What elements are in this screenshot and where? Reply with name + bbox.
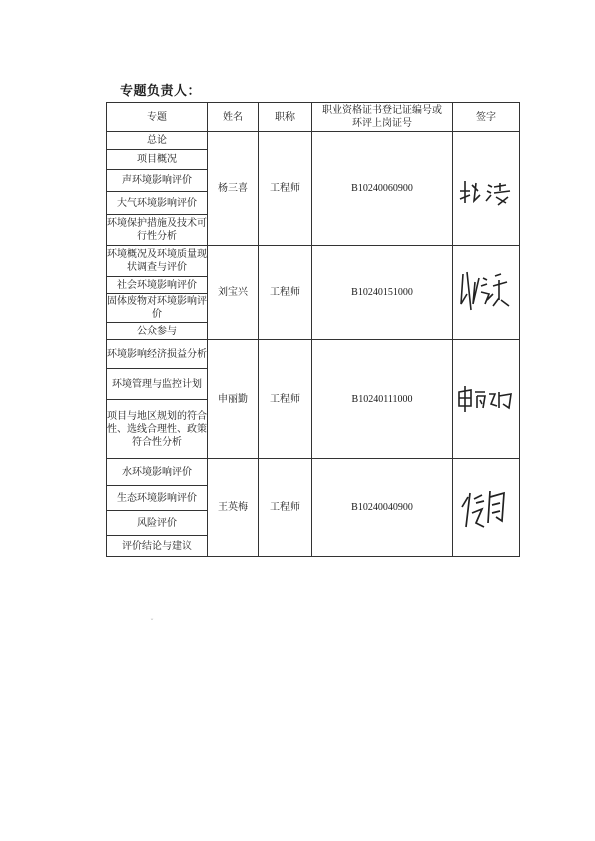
handwritten-signature-1 bbox=[456, 169, 516, 209]
header-name: 姓名 bbox=[208, 103, 259, 132]
topic-cell: 项目概况 bbox=[107, 150, 208, 170]
topic-cell: 生态环境影响评价 bbox=[107, 486, 208, 511]
table-row bbox=[107, 132, 520, 150]
topic-cell: 风险评价 bbox=[107, 511, 208, 536]
name-cell: 王英梅 bbox=[208, 459, 259, 557]
topic-cell: 声环境影响评价 bbox=[107, 170, 208, 192]
header-cert: 职业资格证书登记证编号或环评上岗证号 bbox=[312, 103, 453, 132]
responsibility-table bbox=[106, 102, 520, 557]
header-title: 职称 bbox=[259, 103, 312, 132]
table-row bbox=[107, 340, 520, 369]
header-signature: 签字 bbox=[453, 103, 520, 132]
handwritten-signature-2 bbox=[457, 264, 515, 322]
topic-cell: 水环境影响评价 bbox=[107, 459, 208, 486]
cert-cell: B10240040900 bbox=[312, 459, 453, 557]
title-cell: 工程师 bbox=[259, 132, 312, 246]
title-cell: 工程师 bbox=[259, 340, 312, 459]
name-cell: 杨三喜 bbox=[208, 132, 259, 246]
name-cell: 申丽勤 bbox=[208, 340, 259, 459]
topic-cell: 项目与地区规划的符合性、选线合理性、政策符合性分析 bbox=[107, 400, 208, 459]
table-row bbox=[107, 459, 520, 486]
topic-cell: 环境管理与监控计划 bbox=[107, 369, 208, 400]
signature-cell bbox=[453, 340, 520, 459]
header-topic: 专题 bbox=[107, 103, 208, 132]
handwritten-signature-4 bbox=[458, 483, 514, 533]
topic-cell: 固体废物对环境影响评价 bbox=[107, 294, 208, 323]
signature-cell bbox=[453, 246, 520, 340]
topic-cell: 公众参与 bbox=[107, 323, 208, 340]
cert-cell: B10240111000 bbox=[312, 340, 453, 459]
scan-mark: ˇ bbox=[150, 618, 154, 627]
topic-cell: 环境保护措施及技术可行性分析 bbox=[107, 215, 208, 246]
topic-cell: 社会环境影响评价 bbox=[107, 277, 208, 294]
name-cell: 刘宝兴 bbox=[208, 246, 259, 340]
topic-cell: 评价结论与建议 bbox=[107, 536, 208, 557]
handwritten-signature-3 bbox=[455, 384, 517, 414]
topic-cell: 环境影响经济损益分析 bbox=[107, 340, 208, 369]
topic-cell: 总论 bbox=[107, 132, 208, 150]
title-cell: 工程师 bbox=[259, 246, 312, 340]
cert-cell: B10240060900 bbox=[312, 132, 453, 246]
signature-cell bbox=[453, 132, 520, 246]
topic-cell: 大气环境影响评价 bbox=[107, 192, 208, 215]
table-row bbox=[107, 246, 520, 277]
title-cell: 工程师 bbox=[259, 459, 312, 557]
cert-cell: B10240151000 bbox=[312, 246, 453, 340]
signature-cell bbox=[453, 459, 520, 557]
topic-cell: 环境概况及环境质量现状调查与评价 bbox=[107, 246, 208, 277]
table-header-row bbox=[107, 103, 520, 132]
page-heading: 专题负责人： bbox=[120, 84, 202, 99]
